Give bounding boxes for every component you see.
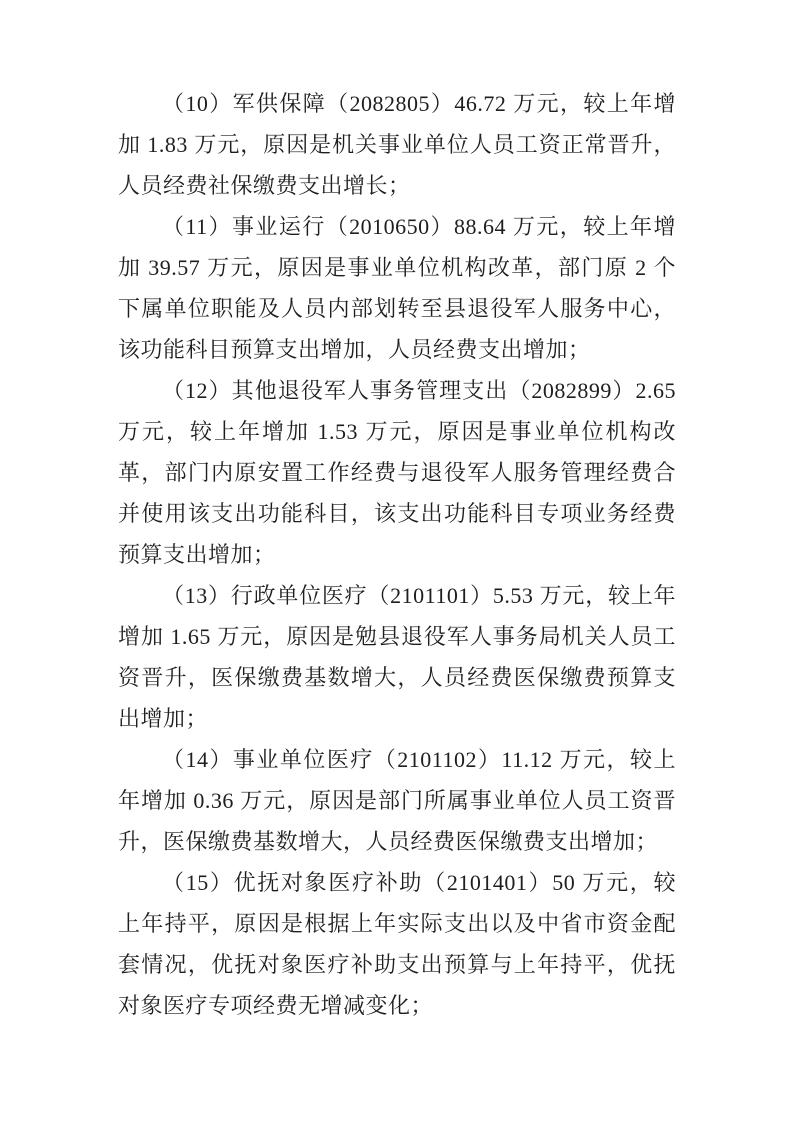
budget-item-paragraph-12: （12）其他退役军人事务管理支出（2082899）2.65 万元，较上年增加 1.53 万元，原因是事业单位机构改革，部门内原安置工作经费与退役军人服务管理经费合并使用该支出功能科目，该支出功能科目专项业务经费预算支出增加； [118, 378, 676, 567]
budget-item-paragraph-14: （14）事业单位医疗（2101102）11.12 万元，较上年增加 0.36 万元，原因是部门所属事业单位人员工资晋升，医保缴费基数增大，人员经费医保缴费支出增加； [118, 747, 676, 854]
budget-item-paragraph-10: （10）军供保障（2082805）46.72 万元，较上年增加 1.83 万元，原因是机关事业单位人员工资正常晋升，人员经费社保缴费支出增长； [118, 91, 676, 198]
budget-item-paragraph-15: （15）优抚对象医疗补助（2101401）50 万元，较上年持平，原因是根据上年实际支出以及中省市资金配套情况，优抚对象医疗补助支出预算与上年持平，优抚对象医疗专项经费无增减变化； [118, 870, 676, 1018]
budget-item-paragraph-11: （11）事业运行（2010650）88.64 万元，较上年增加 39.57 万元，原因是事业单位机构改革，部门原 2 个下属单位职能及人员内部划转至县退役军人服务中心，该功能科目预算支出增加，人员经费支出增加； [118, 214, 676, 362]
budget-item-paragraph-13: （13）行政单位医疗（2101101）5.53 万元，较上年增加 1.65 万元，原因是勉县退役军人事务局机关人员工资晋升，医保缴费基数增大，人员经费医保缴费预算支出增加； [118, 583, 676, 731]
document-body [118, 83, 676, 1026]
